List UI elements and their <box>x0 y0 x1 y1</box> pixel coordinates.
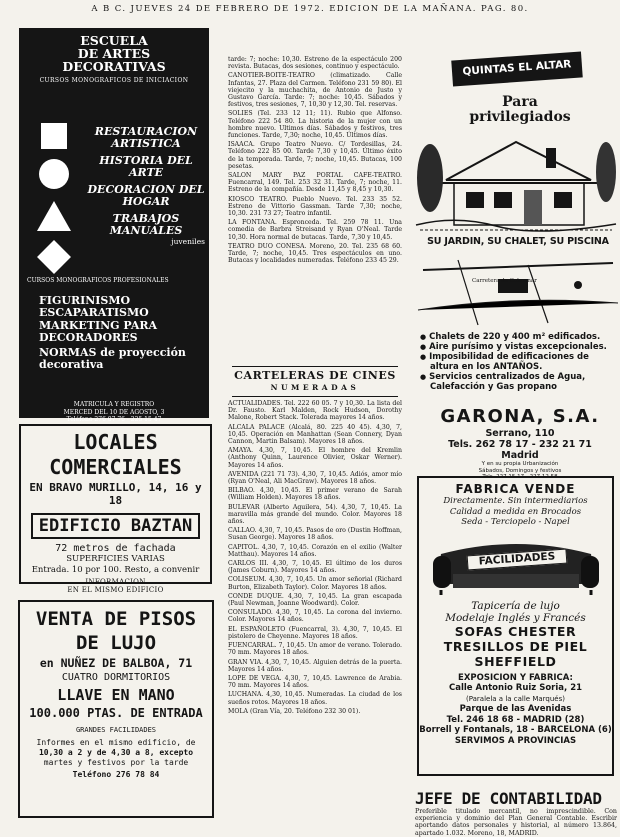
garona-contact: GARONA, S.A. Serrano, 110 Tels. 262 78 17 - 232 21 71 Madrid Y en su propia Urbanización Sábados, Domingos y festivos Tels. 227 15 17 - 227 12 58 <box>420 406 620 481</box>
listing: BILBAO. 4,30, 10,45. El primer verano de Sarah (William Holden). Mayores 18 años. <box>228 487 402 502</box>
listing: CALLAO. 4,30, 7, 10,45. Pasos de oro (Dustin Hoffman, Susan George). Mayores 18 años. <box>228 527 402 542</box>
listing: SOLIES (Tel. 233 12 11; 11). Rubio que Alfonso. Teléfono 222 54 80. La historia de la mujer con un hombre nuevo. Ultimos días. Sábados y festivos, tres funciones. Tarde, 7,30; noche, 10,45. Últimos días. <box>228 110 402 140</box>
listing: MOLA (Gran Vía, 20. Teléfono 232 30 01). <box>228 707 361 715</box>
listing: GRAN VIA. 4,30, 7, 10,45. Alguien detrás de la puerta. Mayores 14 años. <box>228 658 402 673</box>
garona-name: GARONA, S.A. <box>440 406 600 427</box>
listing: KIOSCO TEATRO. Pueblo Nuevo. Tel. 233 35 52. Estreno de Vittorio Gassman. Tarde 7,30; noche, 10,30. 231 73 27; Teatro infantil. <box>228 195 402 218</box>
map-road-label: Carretera de Colmenar <box>472 278 537 284</box>
ad-jefe-contabilidad <box>415 789 617 837</box>
sofa-illustration <box>431 534 601 596</box>
listing: LA FONTANA. Espronceda. Tel. 259 78 11. Una comedia de Barbra Streisand y Ryan O'Neal. Tarde 10,30. Hora normal de butacas. Tarde, 7,30 y 10,45. <box>228 219 402 241</box>
page-header: A B C. JUEVES 24 DE FEBRERO DE 1972. EDICION DE LA MAÑANA. PAG. 80. <box>91 4 529 14</box>
listing: CANOTIER-BOITE-TEATRO (climatizado. Calle Infantas, 27. Plaza del Carmen. Teléfono 231 59 80). El viejecito y la muchachita, de Antonio de Justo y Gustavo García. Tarde: 7; noche: 10,45. Sábados y festivos, tres sesiones, 7, 10,30 y 12,30. Tel. reservas. <box>228 72 402 109</box>
location-map <box>418 255 618 327</box>
quintas-banner: QUINTAS EL ALTAR <box>451 51 582 86</box>
ad-locales-comerciales: LOCALES COMERCIALES EN BRAVO MURILLO, 14, 16 y 18 EDIFICIO BAZTAN 72 metros de fachada SUPERFICIES VARIAS Entrada. 10 por 100. Resto, a convenir INFORMACION EN EL MISMO EDIFICIO <box>19 424 212 584</box>
listing: SALON MARY PAZ PORTAL CAFE-TEATRO. Fuencarral, 149. Tel. 253 32 31. Tarde, 7; noche, 11. Estreno de la compañía. Desde 11,45 y 8,45 y 10,30. <box>228 172 402 194</box>
facilidades-label: FACILIDADES <box>466 548 567 570</box>
escuela-subtitle: CURSOS MONOGRAFICOS DE INICIACION <box>39 77 189 84</box>
chalet-illustration <box>416 120 616 235</box>
listing: CONSULADO. 4,30, 7, 10,45. La corona del invierno. Color. Mayores 14 años. <box>228 609 402 624</box>
course-list: RESTAURACION ARTISTICA HISTORIA DEL ARTE DECORACION DEL HOGAR TRABAJOS MANUALES juveniles <box>87 125 205 246</box>
cinema-listings <box>228 400 402 828</box>
venta-location: en NUÑEZ DE BALBOA, 71 <box>39 656 193 670</box>
listing: ISAACA. Grupo Teatro Nuevo. C/ Tordesillas, 24. Teléfono 222 85 00. Tarde 7,30 y 10,45. Último éxito de la temporada. Tarde, 7; noche, 10,45. Butacas, 100 pesetas. <box>228 141 402 170</box>
locales-title: LOCALES COMERCIALES <box>49 430 182 479</box>
escuela-footer: MATRICULA Y REGISTRO MERCED DEL 10 DE AGOSTO, 3 Teléfono 276 07 76 - 225 15 47 <box>63 401 165 423</box>
locales-location: EN BRAVO MURILLO, 14, 16 y 18 <box>29 481 202 507</box>
fabrica-title: FABRICA VENDE <box>455 482 576 496</box>
listing: CARLOS III. 4,30, 7, 10,45. El último de los duros (James Coburn). Mayores 14 años. <box>228 560 402 575</box>
quintas-features: ● Chalets de 220 y 400 m² edificados. ● Aire purísimo y vistas excepcionales. ● Imposibilidad de edificaciones de altura en los ANTAÑOS. ● Servicios centralizados de Agua, Calefacción y Gas propano <box>420 332 620 392</box>
listing: BULEVAR (Alberto Aguilera, 54). 4,30, 7, 10,45. La maravilla más grande del mundo. Color. Mayores 18 años. <box>228 503 402 526</box>
listing: ALCALA PALACE (Alcalá, 80. 225 40 45). 4,30, 7, 10,45. Operación en Manhattan (Sean Connery, Dyan Cannon, Martin Balsam). Mayores 18 años. <box>228 423 402 446</box>
venta-title: VENTA DE PISOS DE LUJO <box>35 608 197 654</box>
cinema-section-title: CARTELERAS DE CINES <box>234 369 396 382</box>
diamond-shape-icon <box>37 240 71 274</box>
divider <box>232 366 398 367</box>
triangle-shape-icon <box>37 201 71 231</box>
geometric-shapes <box>25 123 85 288</box>
ad-venta-pisos: VENTA DE PISOS DE LUJO en NUÑEZ DE BALBOA, 71 CUATRO DORMITORIOS LLAVE EN MANO 100.000 PTAS. DE ENTRADA GRANDES FACILIDADES Informes en el mismo edificio, de 10,30 a 2 y de 4,30 a 8, excepto martes y festivos por la tarde Teléfono 276 78 84 <box>18 600 214 818</box>
quintas-slogan: SU JARDIN, SU CHALET, SU PISCINA <box>427 236 609 247</box>
listing: tarde: 7; noche: 10,30. Estreno de la espectáculo 200 revista. Butacas, dos sesiones, continuo y espectáculo. <box>228 56 402 71</box>
escuela-subtitle-2: CURSOS MONOGRAFICOS PROFESIONALES <box>27 277 169 284</box>
listing: LUCHANA. 4,30, 10,45. Numeradas. La ciudad de los sueños rotos. Mayores 18 años. <box>228 691 402 706</box>
listing: ACTUALIDADES. Tel. 222 60 05. 7 y 10,30. La lista del Dr. Fausto. Karl Malden, Rock Hudson, Dorothy Malone, Robert Stack. Tolerada mayores 14 años. <box>228 400 402 422</box>
listing: AMAYA. 4,30, 7, 10,45. El hombre del Kremlin (Anthony Quinn, Laurence Olivier, Oskar Werner). Mayores 14 años. <box>228 447 402 469</box>
ad-escuela-artes <box>19 28 209 423</box>
edificio-baztan-box: EDIFICIO BAZTAN <box>31 513 201 539</box>
jefe-title: JEFE DE CONTABILIDAD <box>415 789 602 808</box>
listing: CAPITOL. 4,30, 7, 10,45. Corazón en el exilio (Walter Matthau). Mayores 14 años. <box>228 543 402 558</box>
ad-fabrica-vende: FABRICA VENDE Directamente. Sin intermediarios Calidad a medida en Brocados Seda - Terciopelo - Napel FACILIDADES Tapicería de lujo Modelaje Inglés y Francés SOFAS CHESTER TRESILLOS DE PIEL SHEFFIELD EXPOSICION Y FABRICA: Calle Antonio Ruiz Soria, 21 (Paralela a la calle Marqués) Parque de las Avenidas Tel. 246 18 68 - MADRID (28) Borrell y Fontanals, 18 - BARCELONA (6) SERVIMOS A PROVINCIAS <box>417 476 614 776</box>
quintas-headline: Para privilegiados <box>469 94 571 125</box>
jefe-body: Preferible titulado mercantil, no imprescindible. Con experiencia y dominio del Plan General Contable. Escribir aportando datos personales y historial, al número 13.864, apartado 1.032. Moreno, 18, MADRID. <box>415 808 617 837</box>
escuela-title: ESCUELA DE ARTES DECORATIVAS <box>62 33 166 74</box>
circle-shape-icon <box>39 159 69 189</box>
course-list-2: FIGURINISMO ESCAPARATISMO MARKETING PARA DECORADORES NORMAS de proyección decorativa <box>39 294 186 371</box>
theatre-listings <box>228 56 402 364</box>
cinema-section-subtitle: NUMERADAS <box>270 383 360 392</box>
listing: EL ESPAÑOLETO (Fuencarral, 3). 4,30, 7, 10,45. El pistolero de Cheyenne. Mayores 18 años. <box>228 625 402 640</box>
listing: CONDE DUQUE. 4,30, 7, 10,45. La gran escapada (Paul Newman, Joanne Woodward). Color. <box>228 592 402 608</box>
listing: AVENIDA (221 71 73). 4,30, 7, 10,45. Adiós, amor mío (Ryan O'Neal, Ali MacGraw). Mayores 18 años. <box>228 470 402 486</box>
ad-quintas-el-altar <box>414 50 618 480</box>
listing: LOPE DE VEGA. 4,30, 7, 10,45. Lawrence de Arabia. 70 mm. Mayores 14 años. <box>228 674 402 690</box>
listing: TEATRO DUO CONESA. Moreno, 20. Tel. 235 68 60. Tarde, 7; noche, 10,45. Tres espectáculos en uno. Butacas y localidades numeradas. Teléfono 233 45 29. <box>228 242 402 265</box>
divider <box>232 396 398 397</box>
listing: FUENCARRAL. 7, 10,45. Un amor de verano. Tolerado. 70 mm. Mayores 18 años. <box>228 642 402 657</box>
square-shape-icon <box>41 123 67 149</box>
listing: COLISEUM. 4,30, 7, 10,45. Un amor señorial (Richard Burton, Elizabeth Taylor). Color. Mayores 18 años. <box>228 576 402 591</box>
